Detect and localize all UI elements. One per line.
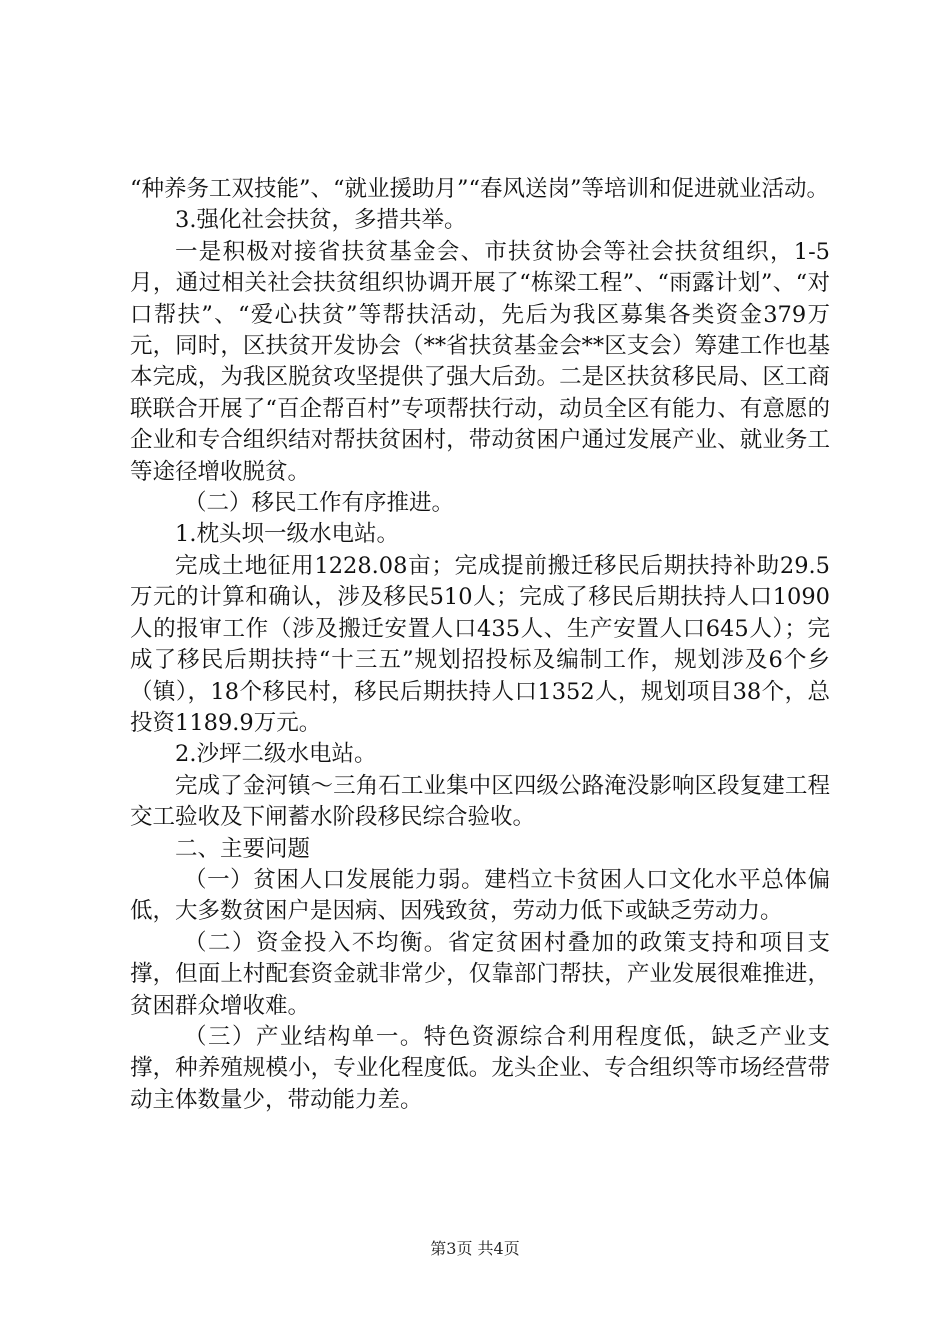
paragraph-problem-funding-imbalance: （二）资金投入不均衡。省定贫困村叠加的政策支持和项目支撑，但面上村配套资金就非常少，仅靠部门帮扶，产业发展很难推进，贫困群众增收难。 <box>130 929 830 1019</box>
heading-shaping-station: 2.沙坪二级水电站。 <box>175 741 377 768</box>
page-footer <box>0 1236 950 1259</box>
heading-zhentouba-station: 1.枕头坝一级水电站。 <box>175 521 399 548</box>
page-number-label: 第3页 共4页 <box>430 1239 520 1258</box>
paragraph-zhentouba-station: 完成土地征用1228.08亩；完成提前搬迁移民后期扶持补助29.5万元的计算和确认，涉及移民510人；完成了移民后期扶持人口1090人的报审工作（涉及搬迁安置人口435人、生产安置人口645人）；完成了移民后期扶持“十三五”规划招投标及编制工作，规划涉及6个乡（镇），18个移民村，移民后期扶持人口1352人，规划项目38个，总投资1189.9万元。 <box>130 552 830 736</box>
document-body <box>130 174 830 1116</box>
paragraph-training-activities: “种养务工双技能”、“就业援助月”“春风送岗”等培训和促进就业活动。 <box>130 176 830 202</box>
heading-migration-work: （二）移民工作有序推进。 <box>184 490 455 517</box>
paragraph-social-poverty-alleviation: 一是积极对接省扶贫基金会、市扶贫协会等社会扶贫组织，1-5月，通过相关社会扶贫组织协调开展了“栋梁工程”、“雨露计划”、“对口帮扶”、“爱心扶贫”等帮扶活动，先后为我区募集各类资金379万元，同时，区扶贫开发协会（**省扶贫基金会**区支会）筹建工作也基本完成，为我区脱贫攻坚提供了强大后劲。二是区扶贫移民局、区工商联联合开展了“百企帮百村”专项帮扶行动，动员全区有能力、有意愿的企业和专合组织结对帮扶贫困村，带动贫困户通过发展产业、就业务工等途径增收脱贫。 <box>130 238 830 485</box>
heading-social-poverty-alleviation: 3.强化社会扶贫，多措共举。 <box>175 207 467 234</box>
heading-main-problems: 二、主要问题 <box>175 835 311 862</box>
paragraph-problem-development-capacity: （一）贫困人口发展能力弱。建档立卡贫困人口文化水平总体偏低，大多数贫困户是因病、因残致贫，劳动力低下或缺乏劳动力。 <box>130 866 830 925</box>
paragraph-problem-industry-structure: （三）产业结构单一。特色资源综合利用程度低，缺乏产业支撑，种养殖规模小，专业化程度低。龙头企业、专合组织等市场经营带动主体数量少，带动能力差。 <box>130 1023 830 1113</box>
paragraph-shaping-station: 完成了金河镇～三角石工业集中区四级公路淹没影响区段复建工程交工验收及下闸蓄水阶段移民综合验收。 <box>130 772 830 831</box>
